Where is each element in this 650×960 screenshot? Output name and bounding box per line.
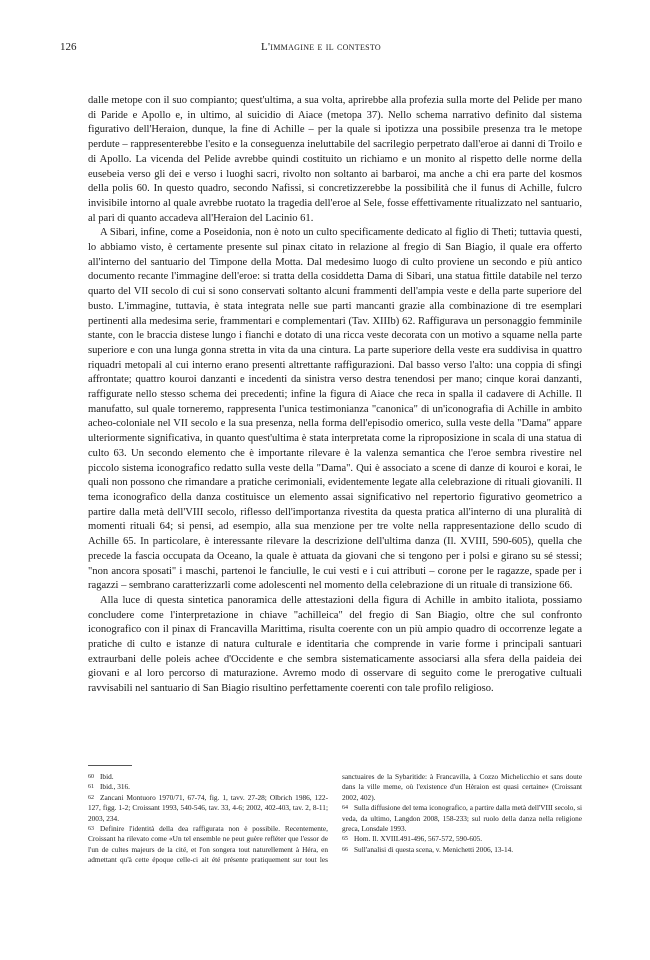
footnote-60 — [88, 772, 328, 782]
footnote-number: 60 — [88, 774, 94, 780]
footnote-number: 65 — [342, 836, 348, 843]
footnote-text: Sull'analisi di questa scena, v. Menichetti 2006, 13-14. — [354, 844, 514, 854]
footnote-number: 64 — [342, 805, 348, 812]
footnote-text: Ibid., 316. — [100, 782, 130, 792]
footnote-65 — [342, 834, 582, 844]
footnote-number: 66 — [342, 846, 348, 853]
paragraph-2: A Sibari, infine, come a Poseidonia, non è noto un culto specificamente dedicato al figlio di Theti; tuttavia questi, lo abbiamo visto, è certamente presente sul pinax citato in relazione al fregio di San Biagio, il quale era offerto all'interno del santuario del Timpone della Motta. Dal medesimo luogo di culto proviene un secondo e più antico documento recante l'immagine dell'eroe: si tratta della cosiddetta Dama di Sibari, una statua fittile databile nel terzo quarto del VII secolo di cui si sono conservati soltanto alcuni frammenti dell'ampia veste e della parte superiore del busto. L'immagine, tuttavia, è stata integrata nelle sue parti mancanti grazie alla combinazione di tre esemplari pertinenti alla medesima serie, frammentari e complementari (Tav. XIIIb) 62. Raffigurava un personaggio femminile stante, con le braccia distese lungo i fianchi e dotato di una ricca veste decorata con un motivo a squame nella parte superiore e con una lunga gonna stretta in vita da una cintura. La parte superiore della veste era suddivisa in quattro riquadri metopali al cui interno erano presenti altrettante raffigurazioni. Dal basso verso l'alto: una coppia di sfingi affrontate; quattro kouroi danzanti e incedenti da sinistra verso destra tenendosi per mano; cinque korai danzanti, raffigurate nello stesso schema dei precedenti; infine la figura di Aiace che reca in spalla il cadavere di Achille. Il manufatto, sul quale torneremo, rappresenta l'unica testimonianza "canonica" di un'iconografia di Achille in ambito acheo-coloniale nel VII secolo e la sua presenza, nella forma dell'episodio omerico, sulla veste della "Dama" appare ulteriormente significativa, in quanto quest'ultima è stata interpretata come la riproposizione in scala di una statua di culto 63. Un secondo elemento che è importante rilevare è la valenza semantica che l'eroe sembra rivestire nel piccolo sistema iconografico redatto sulla veste della "Dama". Qui è associato a scene di danze di kouroi e korai, le quali non possono che rimandare a pratiche cerimoniali, evidentemente legate alla celebrazione di rituali giovanili. Il tema iconografico della danza costituisce un elemento assai significativo nel repertorio figurativo geometrico a partire dalla metà dell'VIII secolo, riflesso dell'importanza rivestita da questa pratica all'interno di una pluralità di momenti rituali 64; si pensi, ad esempio, alla sua menzione per tre volte nella rappresentazione dello scudo di Achille 65. In particolare, è interessante rilevare la descrizione dell'ultima danza (Il. XVIII, 590-605), quella che precede la fascia occupata da Oceano, la quale è attuata da giovani che si tengono per i polsi e girano su sé stessi; "non ancora sposati" i maschi, partenoi le fanciulle, le cui vesti e i cui attributi – corone per le ragazze, spade per i ragazzi – sembrano caratterizzarli come adolescenti nel momento della celebrazione di un rituale di transizione 66. — [88, 227, 582, 592]
footnote-text: Definire l'identità della dea raffigurata non è possibile. Recentemente, Croissant ha rilevato come «Un tel ensemble ne peut guère refléter que l'essor de l'un de cultes majeurs de la cité, et l'on songera tout naturellement à Héra, en admettant qu'à cette époque celle-ci ait été présente pratiquement sur tout les sanctuaires de la Sybaritide: à Francavilla, à Cozzo Michelicchio et sans doute dans la ville meme, où l'existence d'un Hèraion est quasi certaine» (Croissant 2002, 402). — [88, 772, 582, 865]
main-text — [88, 94, 582, 697]
footnote-66 — [342, 845, 582, 855]
paragraph-1: dalle metope con il suo compianto; quest'ultima, a sua volta, aprirebbe alla profezia sulla morte del Pelide per mano di Paride e Apollo e, in ultimo, al suicidio di Aiace (metopa 37). Nello schema narrativo definito dal sistema figurativo dell'Heraion, dunque, la fine di Achille – per la quale si ipotizza una possibile presenza tra le metope perdute – rappresenterebbe l'esito e la conseguenza ineluttabile del sacrilegio perpetrato dall'eroe ai danni di Troilo e di Apollo. La vicenda del Pelide avrebbe quindi costituito un richiamo e un monito al rispetto delle norme della eusebeia verso gli dei e verso i luoghi sacri, rivolto non soltanto ai barbaroi, ma anche a chi era parte del kosmos della polis 60. In questo quadro, secondo Nafissi, si concretizzerebbe la possibilità che il funus di Achille, fulcro invisibile intorno al quale avrebbe ruotato la tragedia dell'eroe al Sele, fosse effettivamente ritualizzato nel santuario, al pari di quanto accadeva all'Heraion del Lacinio 61. — [88, 95, 582, 224]
footnote-64 — [342, 803, 582, 834]
footnote-text: Hom. Il. XVIII.491-496, 567-572, 590-605. — [354, 834, 483, 844]
footnote-number: 62 — [88, 794, 94, 801]
footnotes — [88, 772, 582, 866]
footnote-text: Ibid. — [100, 772, 114, 781]
page-number: 126 — [60, 41, 77, 53]
footnote-61 — [88, 782, 328, 792]
footnote-number: 63 — [88, 826, 94, 833]
paragraph-3: Alla luce di questa sintetica panoramica delle attestazioni della figura di Achille in ambito italiota, possiamo concludere come l'interpretazione in chiave "achilleica" del fregio di San Biagio, oltre che sul confronto iconografico con il pinax di Francavilla Marittima, risulta coerente con un più ampio quadro di occorrenze legate a pratiche di culto e istanze di natura culturale e identitaria che comprende in varie forme i principali santuari extraurbani delle poleis achee d'Occidente e che sembra sistematicamente associarsi alla sfera della paideia dei giovani e al loro percorso di maturazione. Avremo modo di osservare di seguito come le prerogative cultuali ravvisabili nel santuario di San Biagio risultino perfettamente coerenti con tale profilo religioso. — [88, 594, 582, 695]
footnote-62 — [88, 793, 328, 824]
footnote-text: Zancani Montuoro 1970/71, 67-74, fig. 1, tavv. 27-28; Olbrich 1986, 122-127, figg. 1-2; Croissant 1993, 540-546, tav. 33, 4-6; 2002, 402-403, tav. 2, 8-11; 2003, 234. — [88, 792, 328, 823]
page-header — [60, 41, 582, 55]
footnote-number: 61 — [88, 784, 94, 791]
footnote-text: Sulla diffusione del tema iconografico, a partire dalla metà dell'VIII secolo, si veda, da ultimo, Langdon 2008, 158-233; sul ruolo della danza nella religione greca, Lonsdale 1993. — [342, 803, 582, 834]
running-title: L'immagine e il contesto — [261, 41, 381, 53]
footnote-separator — [88, 765, 132, 766]
